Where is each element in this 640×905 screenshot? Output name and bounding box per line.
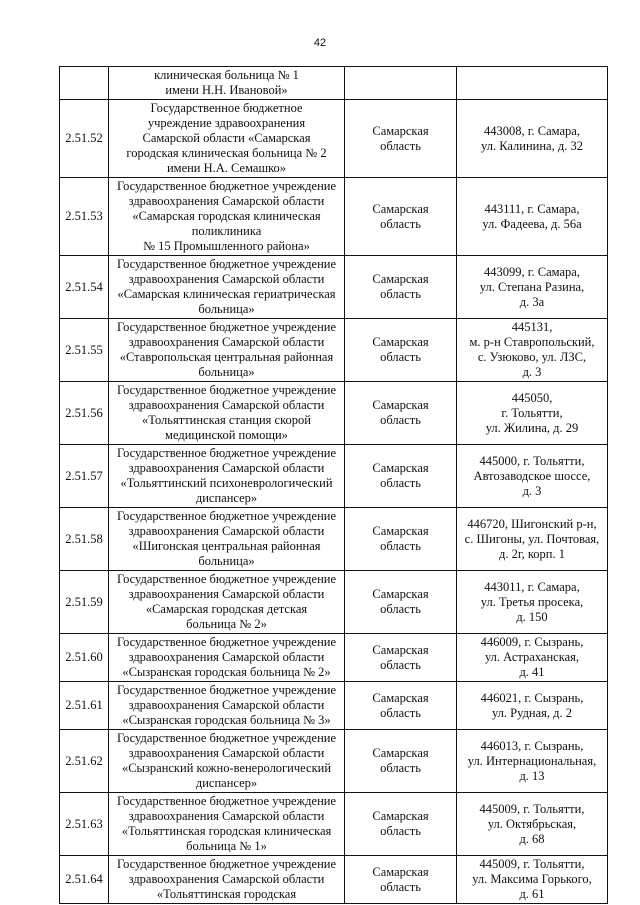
- region-cell: Самарская область: [345, 382, 457, 445]
- table-row: [60, 445, 608, 508]
- region-cell: Самарская область: [345, 634, 457, 682]
- institution-name-cell: клиническая больница № 1 имени Н.Н. Ивановой»: [109, 67, 345, 100]
- institution-name-cell: Государственное бюджетное учреждение здравоохранения Самарской области «Самарская городская клиническая поликлиника № 15 Промышленного района»: [109, 178, 345, 256]
- address-cell: 443008, г. Самара, ул. Калинина, д. 32: [457, 100, 608, 178]
- table-row: [60, 793, 608, 856]
- institution-name-cell: Государственное бюджетное учреждение здравоохранения Самарской области «Тольяттинская городская: [109, 856, 345, 904]
- row-number-cell: 2.51.62: [60, 730, 109, 793]
- row-number-cell: 2.51.57: [60, 445, 109, 508]
- row-number-cell: 2.51.52: [60, 100, 109, 178]
- address-cell: 446720, Шигонский р-н, с. Шигоны, ул. Почтовая, д. 2г, корп. 1: [457, 508, 608, 571]
- row-number-cell: 2.51.53: [60, 178, 109, 256]
- region-cell: Самарская область: [345, 571, 457, 634]
- address-cell: 443099, г. Самара, ул. Степана Разина, д. 3а: [457, 256, 608, 319]
- institution-name-cell: Государственное бюджетное учреждение здравоохранения Самарской области «Ставропольская центральная районная больница»: [109, 319, 345, 382]
- table-row: [60, 634, 608, 682]
- row-number-cell: 2.51.59: [60, 571, 109, 634]
- region-cell: [345, 67, 457, 100]
- address-cell: 445131, м. р-н Ставропольский, с. Узюково, ул. ЛЗС, д. 3: [457, 319, 608, 382]
- table-row: [60, 730, 608, 793]
- institution-name-cell: Государственное бюджетное учреждение здравоохранения Самарской области «Самарская городская детская больница № 2»: [109, 571, 345, 634]
- row-number-cell: 2.51.61: [60, 682, 109, 730]
- institutions-table-body: [60, 67, 608, 904]
- row-number-cell: 2.51.64: [60, 856, 109, 904]
- region-cell: Самарская область: [345, 445, 457, 508]
- institution-name-cell: Государственное бюджетное учреждение здравоохранения Самарской области «Тольяттинская городская клиническая больница № 1»: [109, 793, 345, 856]
- address-cell: 446021, г. Сызрань, ул. Рудная, д. 2: [457, 682, 608, 730]
- institution-name-cell: Государственное бюджетное учреждение здравоохранения Самарской области «Сызранский кожно-венерологический диспансер»: [109, 730, 345, 793]
- address-cell: 445000, г. Тольятти, Автозаводское шоссе, д. 3: [457, 445, 608, 508]
- region-cell: Самарская область: [345, 856, 457, 904]
- institution-name-cell: Государственное бюджетное учреждение здравоохранения Самарской области «Тольяттинская станция скорой медицинской помощи»: [109, 382, 345, 445]
- address-cell: 443011, г. Самара, ул. Третья просека, д. 150: [457, 571, 608, 634]
- institution-name-cell: Государственное бюджетное учреждение здравоохранения Самарской области «Самарская клиническая гериатрическая больница»: [109, 256, 345, 319]
- row-number-cell: 2.51.56: [60, 382, 109, 445]
- table-row: [60, 178, 608, 256]
- region-cell: Самарская область: [345, 508, 457, 571]
- table-row: [60, 382, 608, 445]
- address-cell: 446013, г. Сызрань, ул. Интернациональная, д. 13: [457, 730, 608, 793]
- region-cell: Самарская область: [345, 100, 457, 178]
- row-number-cell: 2.51.60: [60, 634, 109, 682]
- region-cell: Самарская область: [345, 682, 457, 730]
- table-row: [60, 508, 608, 571]
- institution-name-cell: Государственное бюджетное учреждение здравоохранения Самарской области «Тольяттинский психоневрологический диспансер»: [109, 445, 345, 508]
- region-cell: Самарская область: [345, 178, 457, 256]
- row-number-cell: 2.51.58: [60, 508, 109, 571]
- address-cell: 445009, г. Тольятти, ул. Октябрьская, д. 68: [457, 793, 608, 856]
- table-row: [60, 256, 608, 319]
- address-cell: 443111, г. Самара, ул. Фадеева, д. 56а: [457, 178, 608, 256]
- region-cell: Самарская область: [345, 730, 457, 793]
- table-row: [60, 319, 608, 382]
- row-number-cell: [60, 67, 109, 100]
- row-number-cell: 2.51.55: [60, 319, 109, 382]
- address-cell: 445009, г. Тольятти, ул. Максима Горького, д. 61: [457, 856, 608, 904]
- region-cell: Самарская область: [345, 256, 457, 319]
- institution-name-cell: Государственное бюджетное учреждение здравоохранения Самарской области «Самарская городская клиническая больница № 2 имени Н.А. Семашко»: [109, 100, 345, 178]
- address-cell: [457, 67, 608, 100]
- institution-name-cell: Государственное бюджетное учреждение здравоохранения Самарской области «Сызранская городская больница № 2»: [109, 634, 345, 682]
- region-cell: Самарская область: [345, 793, 457, 856]
- table-row: [60, 856, 608, 904]
- row-number-cell: 2.51.54: [60, 256, 109, 319]
- row-number-cell: 2.51.63: [60, 793, 109, 856]
- institutions-table: [59, 66, 608, 904]
- region-cell: Самарская область: [345, 319, 457, 382]
- table-row: [60, 67, 608, 100]
- institution-name-cell: Государственное бюджетное учреждение здравоохранения Самарской области «Сызранская городская больница № 3»: [109, 682, 345, 730]
- table-row: [60, 571, 608, 634]
- page-number: 42: [313, 37, 327, 49]
- institution-name-cell: Государственное бюджетное учреждение здравоохранения Самарской области «Шигонская центральная районная больница»: [109, 508, 345, 571]
- address-cell: 445050, г. Тольятти, ул. Жилина, д. 29: [457, 382, 608, 445]
- table-row: [60, 682, 608, 730]
- table-row: [60, 100, 608, 178]
- address-cell: 446009, г. Сызрань, ул. Астраханская, д. 41: [457, 634, 608, 682]
